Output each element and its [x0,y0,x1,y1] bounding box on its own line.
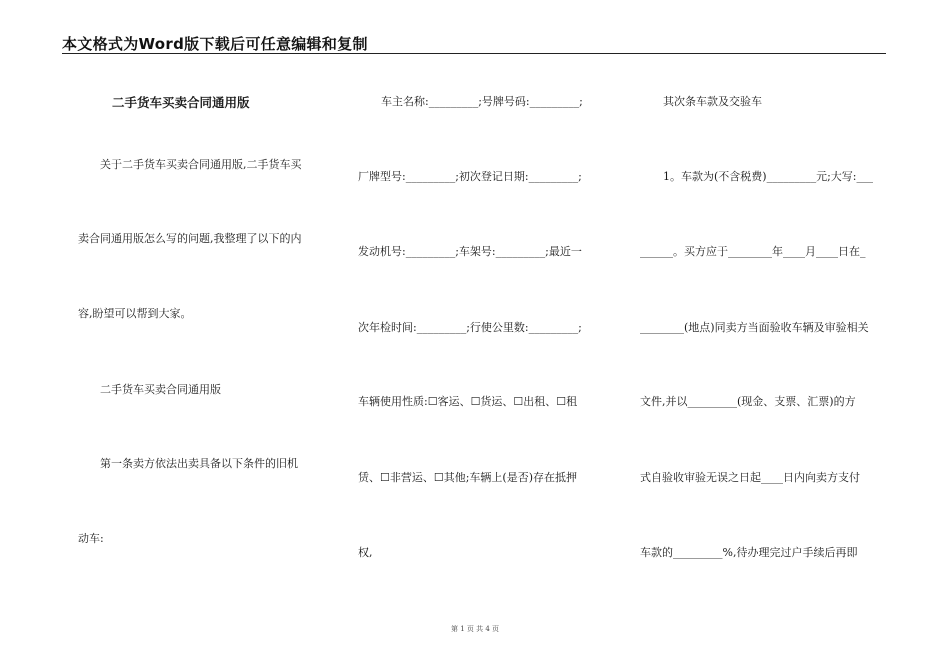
form-line-inspection: 次年检时间:_________;行使公里数:_________; [358,321,582,334]
paragraph-line: 关于二手货车买卖合同通用版,二手货车买 [100,158,302,171]
form-line-engine: 发动机号:_________;车架号:_________;最近一 [358,245,582,258]
paragraph-line: ______。买方应于________年____月____日在_ [640,245,866,258]
section-heading: 二手货车买卖合同通用版 [100,383,221,396]
form-line-usage-cont: 赁、☐非营运、☐其他;车辆上(是否)存在抵押 [358,471,578,484]
paragraph-line: 式自验收审验无误之日起____日内向卖方支付 [640,471,860,484]
paragraph-line: 第一条卖方依法出卖具备以下条件的旧机 [100,457,298,470]
paragraph-line: ________(地点)同卖方当面验收车辆及审验相关 [640,321,869,334]
paragraph-line: 容,盼望可以帮到大家。 [78,307,192,320]
form-line-owner: 车主名称:_________;号牌号码:_________; [381,95,583,108]
paragraph-line: 文件,并以_________(现金、支票、汇票)的方 [640,395,856,408]
page-number: 第 1 页 共 4 页 [450,625,500,633]
form-line-usage: 车辆使用性质:☐客运、☐货运、☐出租、☐租 [358,395,578,408]
form-line-mortgage: 权, [358,546,373,559]
paragraph-line: 1。车款为(不含税费)_________元;大写:___ [663,170,873,183]
paragraph-line: 卖合同通用版怎么写的问题,我整理了以下的内 [78,232,302,245]
banner-divider [62,53,886,54]
paragraph-line: 动车: [78,532,104,545]
contract-title: 二手货车买卖合同通用版 [112,95,250,110]
document-banner: 本文格式为Word版下载后可任意编辑和复制 [62,35,368,53]
paragraph-line: 车款的_________%,待办理完过户手续后再即 [640,546,858,559]
form-line-model: 厂牌型号:_________;初次登记日期:_________; [358,170,582,183]
section-heading: 其次条车款及交验车 [663,95,762,108]
